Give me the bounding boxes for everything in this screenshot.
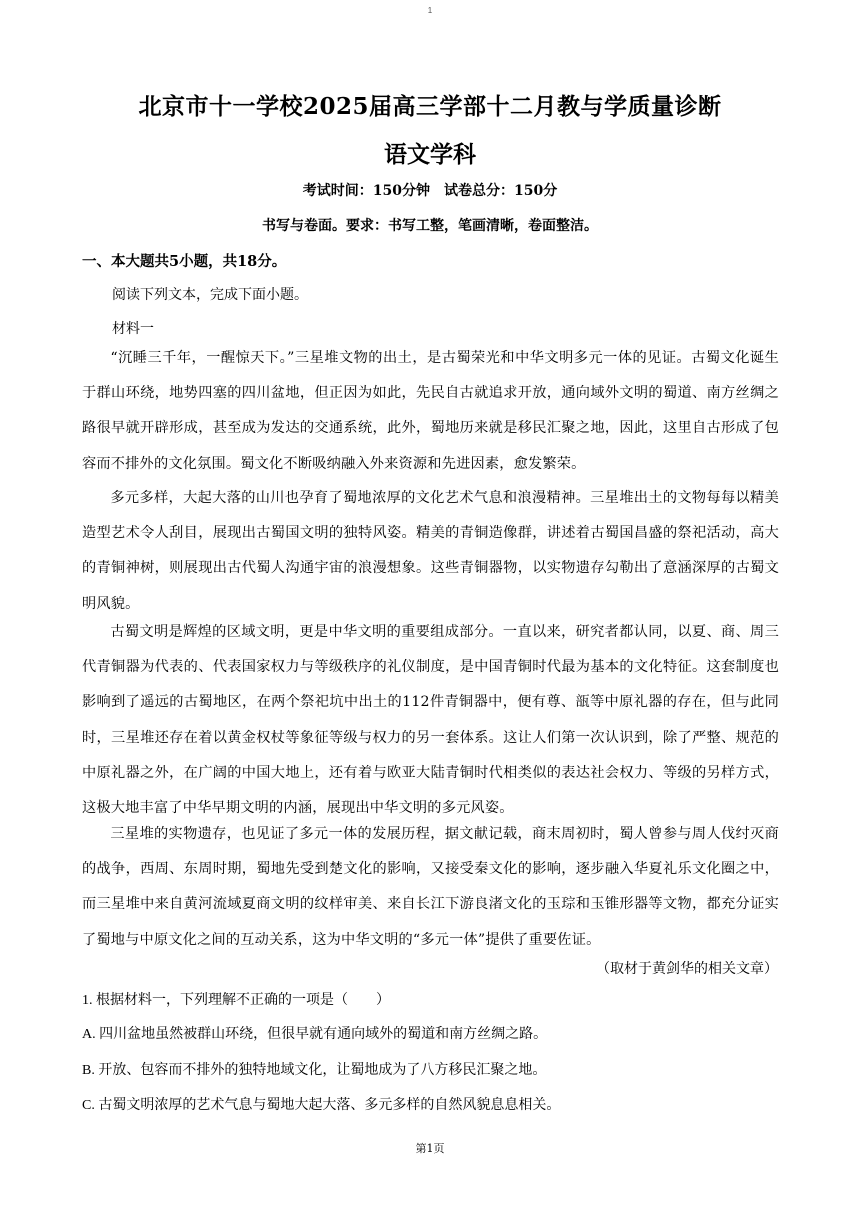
question-1: 1. 根据材料一，下列理解不正确的一项是（ ） (82, 993, 390, 1008)
page-number: 第1页 (415, 1142, 445, 1155)
material-label: 材料一 (112, 321, 154, 337)
source-citation: （取材于黄剑华的相关文章） (596, 961, 778, 977)
writing-requirement: 书写与卷面。要求：书写工整，笔画清晰，卷面整洁。 (262, 218, 598, 234)
exam-info: 考试时间：150分钟 试卷总分：150分 (302, 183, 558, 199)
option-b: B. 开放、包容而不排外的独特地域文化，让蜀地成为了八方移民汇聚之地。 (82, 1063, 547, 1078)
option-c: C. 古蜀文明浓厚的艺术气息与蜀地大起大落、多元多样的自然风貌息息相关。 (82, 1098, 561, 1113)
paragraph-2: 多元多样，大起大落的山川也孕育了蜀地浓厚的文化艺术气息和浪漫精神。三星堆出土的文物每每以精美造型艺术令人刮目，展现出古蜀国文明的独特风姿。精美的青铜造像群，讲述着古蜀国昌盛的祭祀活动，高大的青铜神树，则展现出古代蜀人沟通宇宙的浪漫想象。这些青铜器物，以实物遗存勾勒出了意涵深厚的古蜀文明风貌。 (82, 490, 779, 612)
option-a: A. 四川盆地虽然被群山环绕，但很早就有通向域外的蜀道和南方丝绸之路。 (82, 1027, 548, 1042)
paragraph-4: 三星堆的实物遗存，也见证了多元一体的发展历程，据文献记载，商末周初时，蜀人曾参与周人伐纣灭商的战争，西周、东周时期，蜀地先受到楚文化的影响，又接受秦文化的影响，逐步融入华夏礼乐文化圈之中，而三星堆中来自黄河流域夏商文明的纹样审美、来自长江下游良渚文化的玉琮和玉锥形器等文物，都充分证实了蜀地与中原文化之间的互动关系，这为中华文明的“多元一体”提供了重要佐证。 (82, 826, 779, 948)
subject-title: 语文学科 (384, 141, 476, 168)
page-top-mark: 1 (427, 6, 433, 15)
paragraph-1: “沉睡三千年，一醒惊天下。”三星堆文物的出土，是古蜀荣光和中华文明多元一体的见证。古蜀文化诞生于群山环绕，地势四塞的四川盆地，但正因为如此，先民自古就追求开放，通向域外文明的蜀道、南方丝绸之路很早就开辟形成，甚至成为发达的交通系统，此外，蜀地历来就是移民汇聚之地，因此，这里自古形成了包容而不排外的文化氛围。蜀文化不断吸纳融入外来资源和先进因素，愈发繁荣。 (82, 350, 779, 472)
section-heading: 一、本大题共5小题，共18分。 (82, 253, 287, 270)
paragraph-3: 古蜀文明是辉煌的区域文明，更是中华文明的重要组成部分。一直以来，研究者都认同，以夏、商、周三代青铜器为代表的、代表国家权力与等级秩序的礼仪制度，是中国青铜时代最为基本的文化特征。这套制度也影响到了遥远的古蜀地区，在两个祭祀坑中出土的112件青铜器中，便有尊、瓿等中原礼器的存在，但与此同时，三星堆还存在着以黄金权杖等象征等级与权力的另一套体系。这让人们第一次认识到，除了严整、规范的中原礼器之外，在广阔的中国大地上，还有着与欧亚大陆青铜时代相类似的表达社会权力、等级的另样方式，这极大地丰富了中华早期文明的内涵，展现出中华文明的多元风姿。 (82, 624, 779, 817)
reading-instruction: 阅读下列文本，完成下面小题。 (112, 287, 308, 303)
exam-title: 北京市十一学校2025届高三学部十二月教与学质量诊断 (138, 93, 722, 120)
